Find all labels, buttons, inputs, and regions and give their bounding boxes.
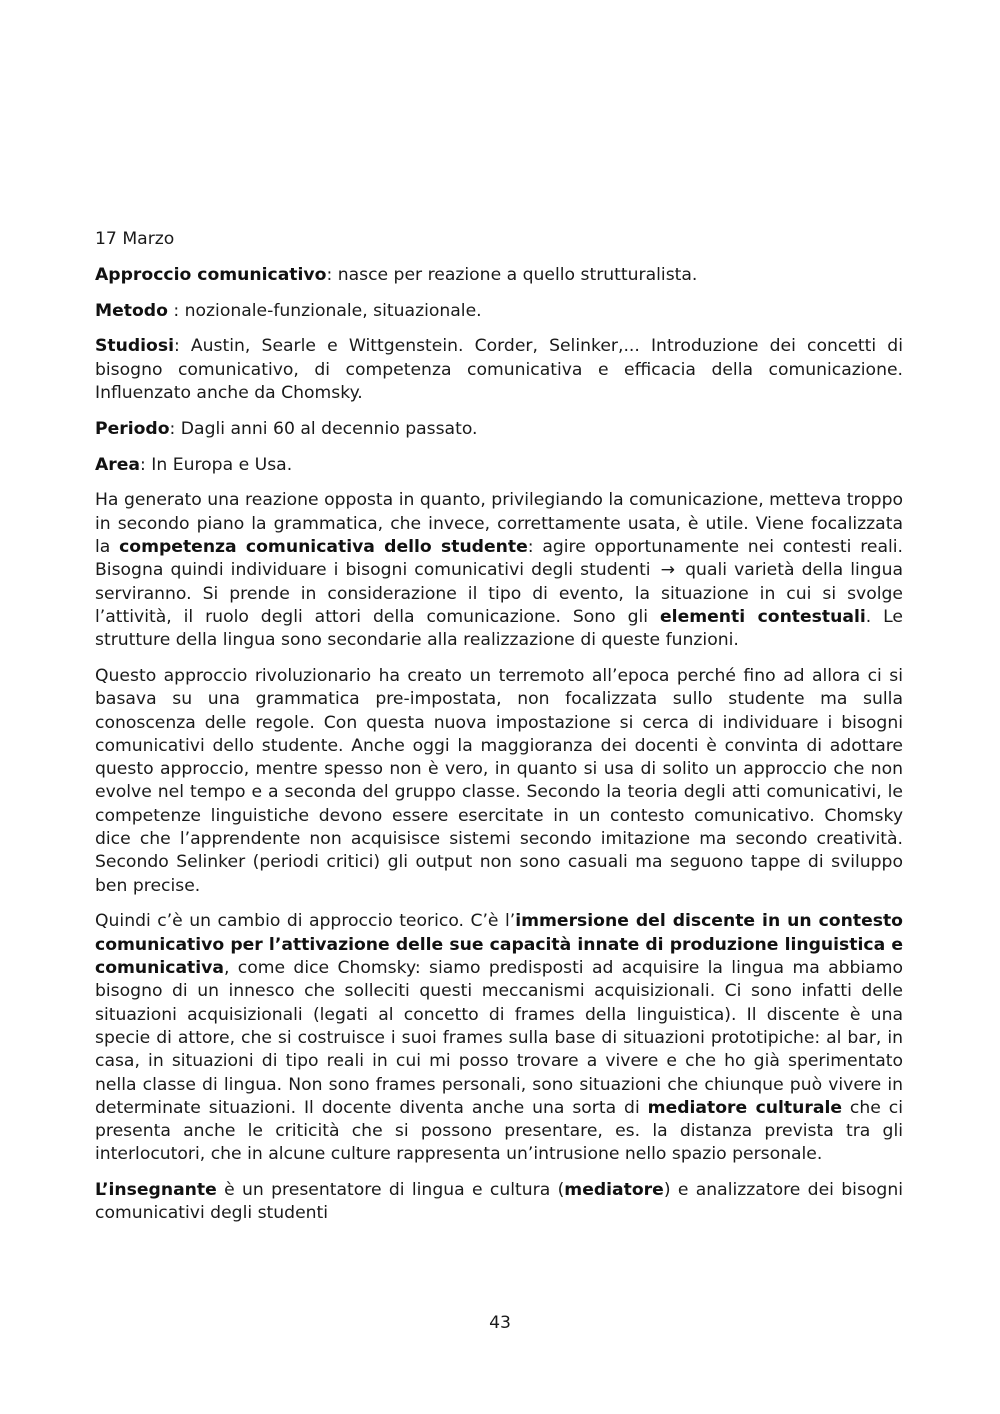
paragraph-3-text-3: che ci presenta anche le criticità che si possono presentare, es. la distanza prevista tra gli interlocutori, che in alcune culture rappresenta un’intrusione nello spazio personale. [95, 1097, 903, 1165]
field-studiosi [95, 335, 903, 405]
field-metodo-label: Metodo [95, 300, 168, 321]
paragraph-4 [95, 1179, 903, 1226]
paragraph-2: Questo approccio rivoluzionario ha creato un terremoto all’epoca perché fino ad allora ci si basava su una grammatica pre-impostata, non focalizzata sullo studente ma sulla conoscenza delle regole. Con questa nuova impostazione si cerca di individuare i bisogni comunicativi dello studente. Anche oggi la maggioranza dei docenti è convinta di adottare questo approccio, mentre spesso non è vero, in quanto si usa di solito un approccio che non evolve nel tempo e a seconda del gruppo classe. Secondo la teoria degli atti comunicativi, le competenze linguistiche devono essere esercitate in un contesto comunicativo. Chomsky dice che l’apprendente non acquisisce sistemi secondo imitazione ma secondo creatività. Secondo Selinker (periodi critici) gli output non sono casuali ma seguono tappe di sviluppo ben precise. [95, 665, 903, 896]
paragraph-3-bold-1: immersione del discente in un contesto comunicativo per l’attivazione delle sue capacità innate di produzione linguistica e comunicativa [95, 911, 903, 979]
paragraph-1-text-3: quali varietà della lingua serviranno. Si prende in considerazione il tipo di evento, la situazione in cui si svolge l’attività, il ruolo degli attori della comunicazione. Sono gli [95, 560, 903, 627]
page-number: 43 [489, 1313, 511, 1333]
lecture-date: 17 Marzo [95, 229, 175, 249]
paragraph-1-text-1: Ha generato una reazione opposta in quanto, privilegiando la comunicazione, metteva troppo in secondo piano la grammatica, che invece, correttamente usata, è utile. Viene focalizzata la [95, 490, 903, 557]
field-approccio-label: Approccio comunicativo [95, 264, 327, 285]
page-body [95, 228, 903, 1238]
field-periodo-text: : Dagli anni 60 al decennio passato. [169, 418, 478, 439]
paragraph-1 [95, 489, 903, 652]
paragraph-4-text-2: ) e analizzatore dei bisogni comunicativi degli studenti [95, 1180, 904, 1224]
field-studiosi-text: : Austin, Searle e Wittgenstein. Corder, Selinker,... Introduzione dei concetti di bisogno comunicativo, di competenza comunicativa e efficacia della comunicazione. Influenzato anche da Chomsky. [95, 336, 903, 403]
paragraph-3 [95, 910, 903, 1166]
field-studiosi-label: Studiosi [95, 336, 174, 357]
field-approccio-text: : nasce per reazione a quello strutturalista. [326, 264, 698, 285]
paragraph-1-bold-2: elementi contestuali [660, 606, 866, 627]
paragraph-3-bold-2: mediatore culturale [647, 1097, 842, 1118]
arrow-right-icon: → [660, 560, 676, 581]
field-area-text: : In Europa e Usa. [140, 454, 293, 475]
field-periodo-label: Periodo [95, 418, 170, 439]
field-periodo [95, 418, 903, 441]
paragraph-4-bold-1: L’insegnante [95, 1180, 217, 1201]
paragraph-1-text-2: : agire opportunamente nei contesti reali. Bisogna quindi individuare i bisogni comunicativi degli studenti [95, 536, 904, 581]
paragraph-4-bold-2: mediatore [564, 1180, 664, 1201]
field-metodo [95, 300, 903, 323]
field-metodo-text: : nozionale-funzionale, situazionale. [167, 300, 482, 321]
field-area-label: Area [95, 454, 141, 475]
paragraph-3-text-1: Quindi c’è un cambio di approccio teorico. C’è l’ [95, 911, 516, 932]
paragraph-1-text-4: . Le strutture della lingua sono secondarie alla realizzazione di queste funzioni. [95, 606, 903, 651]
paragraph-4-text-1: è un presentatore di lingua e cultura ( [216, 1180, 565, 1201]
paragraph-3-text-2: , come dice Chomsky: siamo predisposti ad acquisire la lingua ma abbiamo bisogno di un innesco che solleciti questi meccanismi acquisizionali. Ci sono infatti delle situazioni acquisizionali (legati al concetto di frames della linguistica). Il discente è una specie di attore, che si costruisce i suoi frames sulla base di situazioni prototipiche: al bar, in casa, in situazioni di tipo reali in cui mi posso trovare a vivere e che ho già sperimentato nella classe di lingua. Non sono frames personali, sono situazioni che chiunque può vivere in determinate situazioni. Il docente diventa anche una sorta di [95, 958, 903, 1118]
field-area [95, 454, 903, 477]
field-approccio [95, 264, 903, 287]
paragraph-1-bold-1: competenza comunicativa dello studente [119, 536, 528, 557]
